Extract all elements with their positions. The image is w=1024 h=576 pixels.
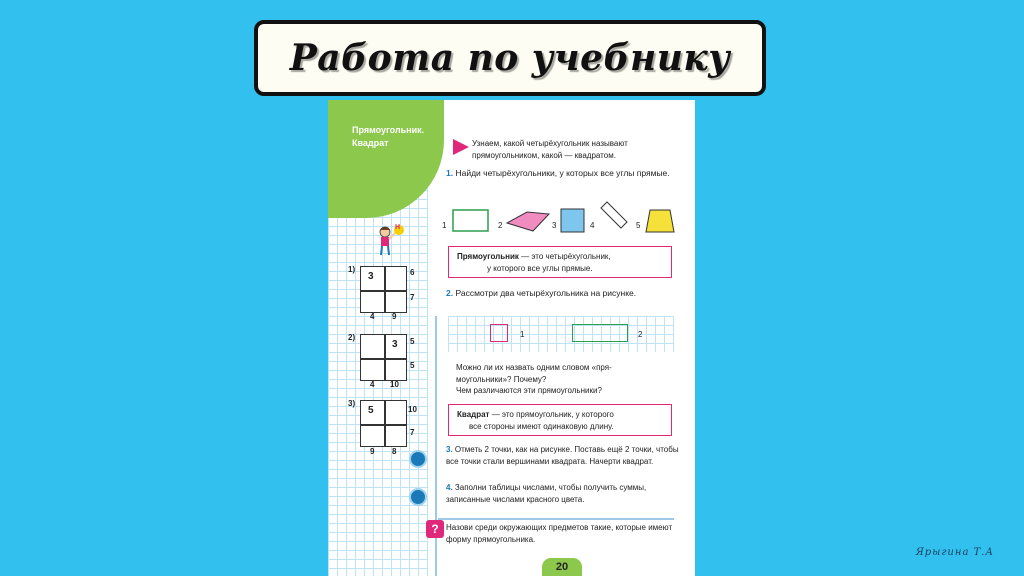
task-5-divider [438, 518, 674, 520]
table-3-label: 3) [348, 399, 356, 408]
table-1-cell: 3 [368, 271, 374, 282]
topic-line-1: Прямоугольник. [352, 125, 425, 135]
square-icon [560, 208, 586, 234]
tilted-rectangle-icon [595, 200, 629, 234]
title-banner [254, 20, 766, 96]
table-1-label: 1) [348, 265, 356, 274]
square-definition [448, 404, 672, 436]
task-2-text: Рассмотри два четырёхугольника на рисунке. [455, 288, 637, 298]
task-2 [446, 288, 686, 300]
table-2-sum-bottom-1: 4 [370, 380, 375, 389]
shape-label-4: 4 [590, 221, 595, 230]
table-2-sum-bottom-2: 10 [390, 380, 399, 389]
task-1-text: Найди четырёхугольники, у которых все углы прямые. [455, 168, 670, 178]
definition-1-rest: — это четырёхугольник, [518, 252, 611, 261]
task-3-number: 3. [446, 445, 453, 454]
definition-1-term: Прямоугольник [457, 252, 519, 261]
topic-title [352, 124, 424, 150]
figure-small-rectangle [490, 324, 508, 342]
task-3-text: Отметь 2 точки, как на рисунке. Поставь ещё 2 точки, чтобы все точки стали вершинами квадрата. Начерти квадрат. [446, 445, 679, 466]
shape-label-2: 2 [498, 221, 503, 230]
table-3-grid [360, 400, 407, 447]
topic-line-2: Квадрат [352, 138, 389, 148]
question-block [456, 362, 688, 397]
play-icon [452, 138, 470, 156]
question-line-1: Можно ли их назвать одним словом «пря- [456, 363, 612, 372]
definition-2-line-2: все стороны имеют одинаковую длину. [469, 421, 614, 431]
rectangle-definition [448, 246, 672, 278]
definition-2-rest: — это прямоугольник, у которого [489, 410, 614, 419]
table-1-sum-bottom-2: 9 [392, 312, 397, 321]
table-1-sum-right-2: 7 [410, 293, 415, 302]
table-2-label: 2) [348, 333, 356, 342]
table-3-sum-right-1: 10 [408, 405, 417, 414]
kite-icon [505, 208, 551, 234]
shape-label-1: 1 [442, 221, 447, 230]
table-3-sum-bottom-2: 8 [392, 447, 397, 456]
trapezoid-icon [644, 208, 676, 234]
task-4-number: 4. [446, 483, 453, 492]
task-1-number: 1. [446, 168, 454, 178]
table-1-grid [360, 266, 407, 313]
task-1 [446, 168, 686, 180]
task-5-text: Назови среди окружающих предметов такие, которые имеют форму прямоугольника. [446, 523, 673, 544]
table-2-grid [360, 334, 407, 381]
table-3-cell: 5 [368, 405, 374, 416]
shape-label-5: 5 [636, 221, 641, 230]
intro-text: Узнаем, какой четырёхугольник называют прямоугольником, какой — квадратом. [472, 139, 628, 160]
table-3-sum-right-2: 7 [410, 428, 415, 437]
definition-1-line-1 [457, 251, 663, 263]
question-line-3: Чем различаются эти прямоугольники? [456, 386, 602, 395]
definition-1-line-2: у которого все углы прямые. [487, 263, 593, 273]
shape-label-3: 3 [552, 221, 557, 230]
author-credit: Ярыгина Т.А [915, 547, 994, 558]
table-1-sum-right-1: 6 [410, 268, 415, 277]
table-2-sum-right-2: 5 [410, 361, 415, 370]
definition-2-term: Квадрат [457, 410, 490, 419]
table-1-sum-bottom-1: 4 [370, 312, 375, 321]
task-3 [446, 444, 684, 467]
table-2-sum-right-1: 5 [410, 337, 415, 346]
task-2-number: 2. [446, 288, 454, 298]
task-4-text: Заполни таблицы числами, чтобы получить суммы, записанные числами красного цвета. [446, 483, 647, 504]
question-mark-icon: ? [426, 520, 444, 538]
textbook-page [328, 100, 695, 576]
page-number: 20 [542, 558, 582, 576]
task-4 [446, 482, 684, 505]
table-2-cell: 3 [392, 339, 398, 350]
figure-label-2: 2 [638, 330, 643, 339]
globe-icon [409, 450, 427, 468]
table-3-sum-bottom-1: 9 [370, 447, 375, 456]
question-line-2: моугольники»? Почему? [456, 374, 547, 384]
rectangle-icon [452, 208, 490, 234]
mascot-icon [372, 222, 406, 258]
figure-long-rectangle [572, 324, 628, 342]
mascot-badge: Н [395, 224, 401, 231]
slide-title: Работа по учебнику [289, 37, 731, 79]
definition-2-line-1 [457, 409, 663, 421]
globe-icon [409, 488, 427, 506]
figure-grid [448, 316, 674, 352]
figure-label-1: 1 [520, 330, 525, 339]
